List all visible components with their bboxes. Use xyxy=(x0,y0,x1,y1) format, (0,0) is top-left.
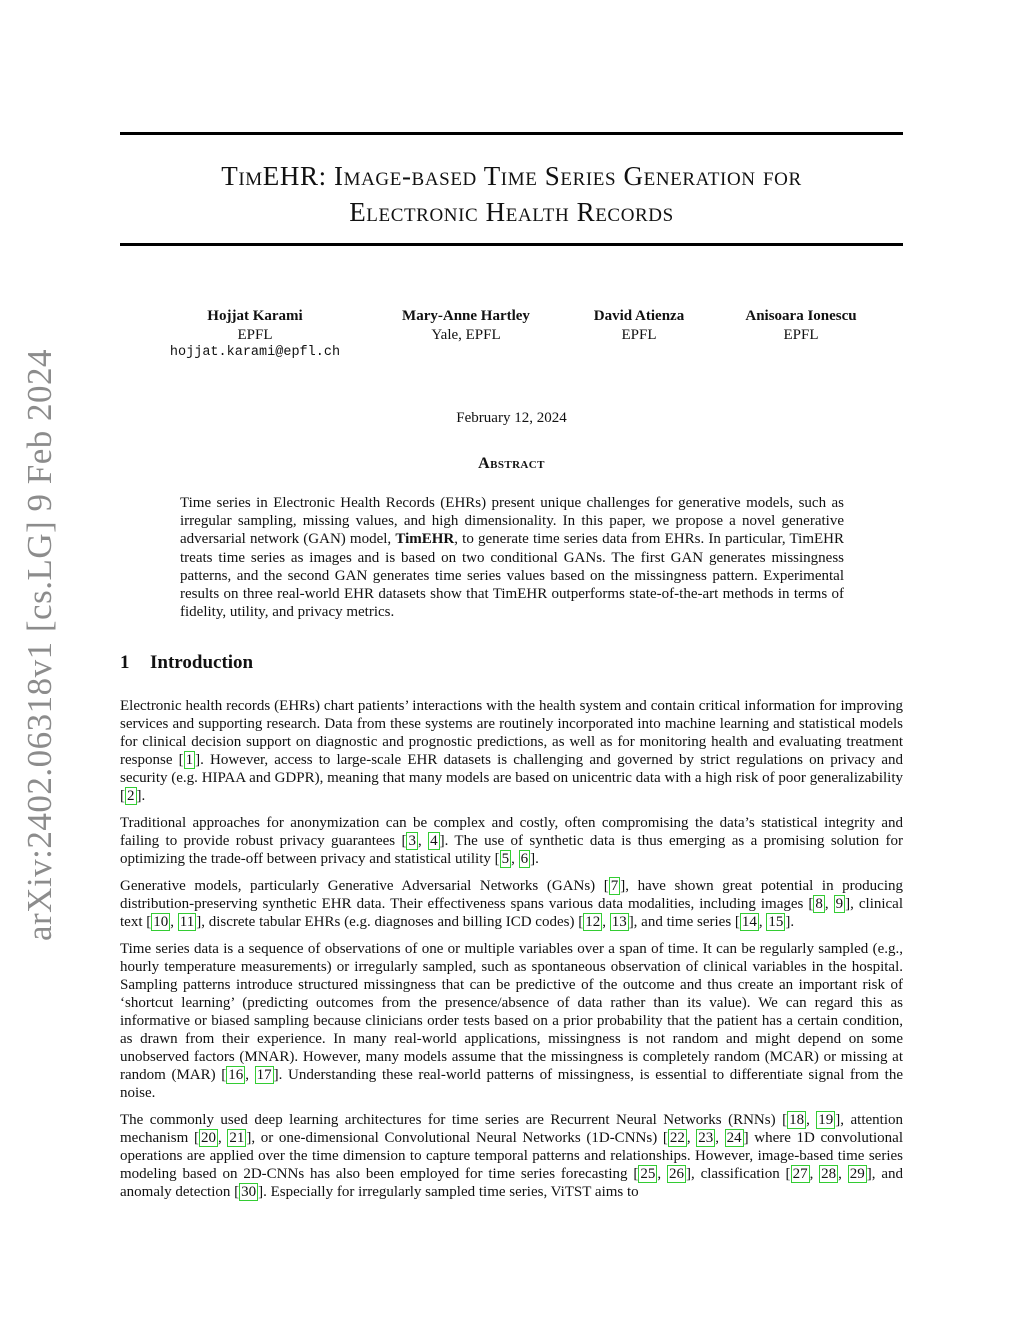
author-affiliation: EPFL xyxy=(621,326,657,343)
author-affiliation: EPFL xyxy=(237,326,273,343)
model-name: TimEHR xyxy=(395,531,455,548)
text-run: ]. xyxy=(136,788,146,805)
citation-separator: , xyxy=(657,1166,667,1183)
paragraph-2 xyxy=(120,814,903,868)
paragraph-1 xyxy=(120,697,903,806)
text-run: ], discrete tabular EHRs (e.g. diagnoses and billing ICD codes) [ xyxy=(196,914,584,931)
citation-separator: , xyxy=(217,1130,228,1147)
citation-link[interactable]: 5 xyxy=(501,851,510,868)
citation-link[interactable]: 27 xyxy=(792,1166,808,1183)
text-run: ]. xyxy=(530,851,539,868)
text-run: ]. The use of synthetic data is thus emerging as a promising solution for optimizing the trade-off between privacy and statistical utility [ xyxy=(120,833,904,868)
citation-link[interactable]: 29 xyxy=(849,1166,865,1183)
citation-link[interactable]: 11 xyxy=(179,914,195,931)
citation-link[interactable]: 30 xyxy=(241,1184,257,1201)
citation-separator: , xyxy=(824,895,834,912)
citation-link[interactable]: 28 xyxy=(821,1166,837,1183)
abstract-text xyxy=(180,494,844,621)
section-number: 1 xyxy=(120,652,130,673)
text-run: ], and anomaly detection [ xyxy=(120,1166,904,1201)
citation-link[interactable]: 26 xyxy=(668,1166,684,1183)
citation-separator: , xyxy=(806,1111,817,1128)
citation-separator: , xyxy=(715,1130,725,1147)
author-name: Mary-Anne Hartley xyxy=(402,308,530,324)
section-heading xyxy=(120,652,253,674)
author-affiliation: Yale, EPFL xyxy=(431,326,501,343)
citation-link[interactable]: 19 xyxy=(818,1111,834,1128)
abstract-text-part: Time series in Electronic Health Records (EHRs) present unique challenges for generative models, such as irregular sampling, missing values, and high dimensionality. In this paper, we propose a novel generative adversarial network (GAN) model, xyxy=(180,495,844,548)
text-run: ] where 1D convolutional operations are applied over the time dimension to capture temporal patterns and relationships. However, image-based time series modeling based on 2D-CNNs has also been employed for time series forecasting [ xyxy=(120,1130,903,1183)
author-3 xyxy=(575,307,703,344)
citation-separator: , xyxy=(511,851,519,868)
citation-link[interactable]: 1 xyxy=(185,752,194,769)
citation-link[interactable]: 13 xyxy=(611,914,627,931)
citation-link[interactable]: 25 xyxy=(640,1166,656,1183)
citation-link[interactable]: 9 xyxy=(835,895,844,912)
text-run: ], attention mechanism [ xyxy=(120,1111,904,1147)
citation-link[interactable]: 14 xyxy=(741,914,757,931)
text-run: Generative models, particularly Generative Adversarial Networks (GANs) [ xyxy=(120,877,609,894)
abstract-text-part: , to generate time series data from EHRs. In particular, TimEHR treats time series as images and is based on two conditional GANs. The first GAN generates missingness patterns, and the second GAN generates time series values based on the missingness pattern. Experimental results on three real-world EHR datasets show that TimEHR outperforms state-of-the-art methods in terms of fidelity, utility, and privacy metrics. xyxy=(180,531,845,621)
paragraph-3 xyxy=(120,877,903,931)
arxiv-identifier-text: arXiv:2402.06318v1 [cs.LG] 9 Feb 2024 xyxy=(20,348,60,942)
title-line-1: TimEHR: Image-based Time Series Generation for xyxy=(221,161,802,191)
text-run: Traditional approaches for anonymization can be complex and costly, often compromising the data’s statistical integrity and failing to provide robust privacy guarantees [ xyxy=(120,815,903,850)
citation-link[interactable]: 12 xyxy=(585,914,601,931)
paper-title xyxy=(120,158,903,230)
author-email[interactable]: hojjat.karami@epfl.ch xyxy=(169,345,341,360)
author-4 xyxy=(730,307,872,344)
text-run: ]. xyxy=(785,914,795,931)
citation-separator: , xyxy=(838,1166,848,1183)
arxiv-identifier xyxy=(4,348,76,942)
citation-separator: , xyxy=(245,1067,255,1084)
text-run: ]. However, access to large-scale EHR datasets is challenging and governed by strict regulations on privacy and security (e.g. HIPAA and GDPR), meaning that many models are based on unicentric data with a high risk of poor generalizability [ xyxy=(120,752,904,805)
citation-separator: , xyxy=(417,833,429,850)
citation-separator: , xyxy=(686,1130,697,1147)
citation-link[interactable]: 10 xyxy=(153,914,169,931)
author-affiliation: EPFL xyxy=(783,326,819,343)
author-name: Hojjat Karami xyxy=(207,308,303,324)
text-run: ], classification [ xyxy=(685,1166,791,1183)
author-block xyxy=(120,307,903,367)
abstract-heading: Abstract xyxy=(478,455,545,472)
author-name: Anisoara Ionescu xyxy=(745,308,857,324)
text-run: Electronic health records (EHRs) chart patients’ interactions with the health system and contain critical information for improving services and supporting research. Data from these systems are routinely incorporated into machine learning and statistical models for clinical decision support on diagnostic and prognostic predictions, as well as for monitoring health and evaluating treatment response [ xyxy=(120,698,903,769)
publication-date: February 12, 2024 xyxy=(456,410,567,426)
citation-link[interactable]: 21 xyxy=(229,1130,245,1147)
text-run: The commonly used deep learning architectures for time series are Recurrent Neural Networks (RNNs) [ xyxy=(120,1111,788,1128)
citation-link[interactable]: 3 xyxy=(408,833,416,850)
text-run: ], have shown great potential in producing distribution-preserving synthetic EHR data. Their effectiveness spans various data modalities, including images [ xyxy=(120,877,903,912)
text-run: ]. Understanding these real-world patterns of missingness, is essential to differentiate signal from the noise. xyxy=(120,1067,904,1102)
citation-link[interactable]: 20 xyxy=(200,1130,216,1147)
author-2 xyxy=(384,307,548,344)
citation-link[interactable]: 17 xyxy=(256,1067,272,1084)
title-line-2: Electronic Health Records xyxy=(349,197,674,227)
title-rule-top xyxy=(120,132,903,135)
paragraph-5 xyxy=(120,1111,903,1201)
citation-link[interactable]: 7 xyxy=(610,877,619,894)
title-rule-bottom xyxy=(120,243,903,246)
text-run: ], and time series [ xyxy=(628,914,740,931)
citation-link[interactable]: 23 xyxy=(698,1130,714,1147)
author-1 xyxy=(150,307,360,363)
citation-link[interactable]: 4 xyxy=(430,833,438,850)
citation-link[interactable]: 22 xyxy=(669,1130,685,1147)
citation-link[interactable]: 2 xyxy=(127,788,135,805)
author-name: David Atienza xyxy=(593,308,685,324)
citation-link[interactable]: 24 xyxy=(726,1130,742,1147)
citation-link[interactable]: 8 xyxy=(815,895,823,912)
paragraph-4 xyxy=(120,940,903,1103)
citation-link[interactable]: 15 xyxy=(768,914,784,931)
citation-link[interactable]: 6 xyxy=(520,851,529,868)
text-run: ], clinical text [ xyxy=(120,895,904,931)
text-run: ]. Especially for irregularly sampled time series, ViTST aims to xyxy=(258,1184,639,1201)
citation-link[interactable]: 16 xyxy=(228,1067,244,1084)
citation-separator: , xyxy=(809,1166,820,1183)
citation-separator: , xyxy=(758,914,767,931)
citation-separator: , xyxy=(602,914,610,931)
citation-separator: , xyxy=(170,914,178,931)
text-run: ], or one-dimensional Convolutional Neural Networks (1D-CNNs) [ xyxy=(246,1130,668,1147)
citation-link[interactable]: 18 xyxy=(789,1111,805,1128)
section-title: Introduction xyxy=(150,652,254,673)
text-run: Time series data is a sequence of observations of one or multiple variables over a span of time. It can be regularly sampled (e.g., hourly temperature measurements) or irregularly sampled, such as spontaneous observation of clinical variables in the hospital. Sampling patterns introduce structured missingness that can be predictive of the outcome and thus create an important risk of ‘shortcut learning’ (predicting outcomes from the presence/absence of data rather than its value). We can regard this as informative or biased sampling because clinicians order tests based on a prior probability that the patient has a certain condition, as drawn from their experience. In many real-world applications, missingness is not random and might depend on some unobserved factors (MNAR). However, many models assume that the missingness is completely random (MCAR) or missing at random (MAR) [ xyxy=(120,940,903,1084)
introduction-body xyxy=(120,697,903,1210)
